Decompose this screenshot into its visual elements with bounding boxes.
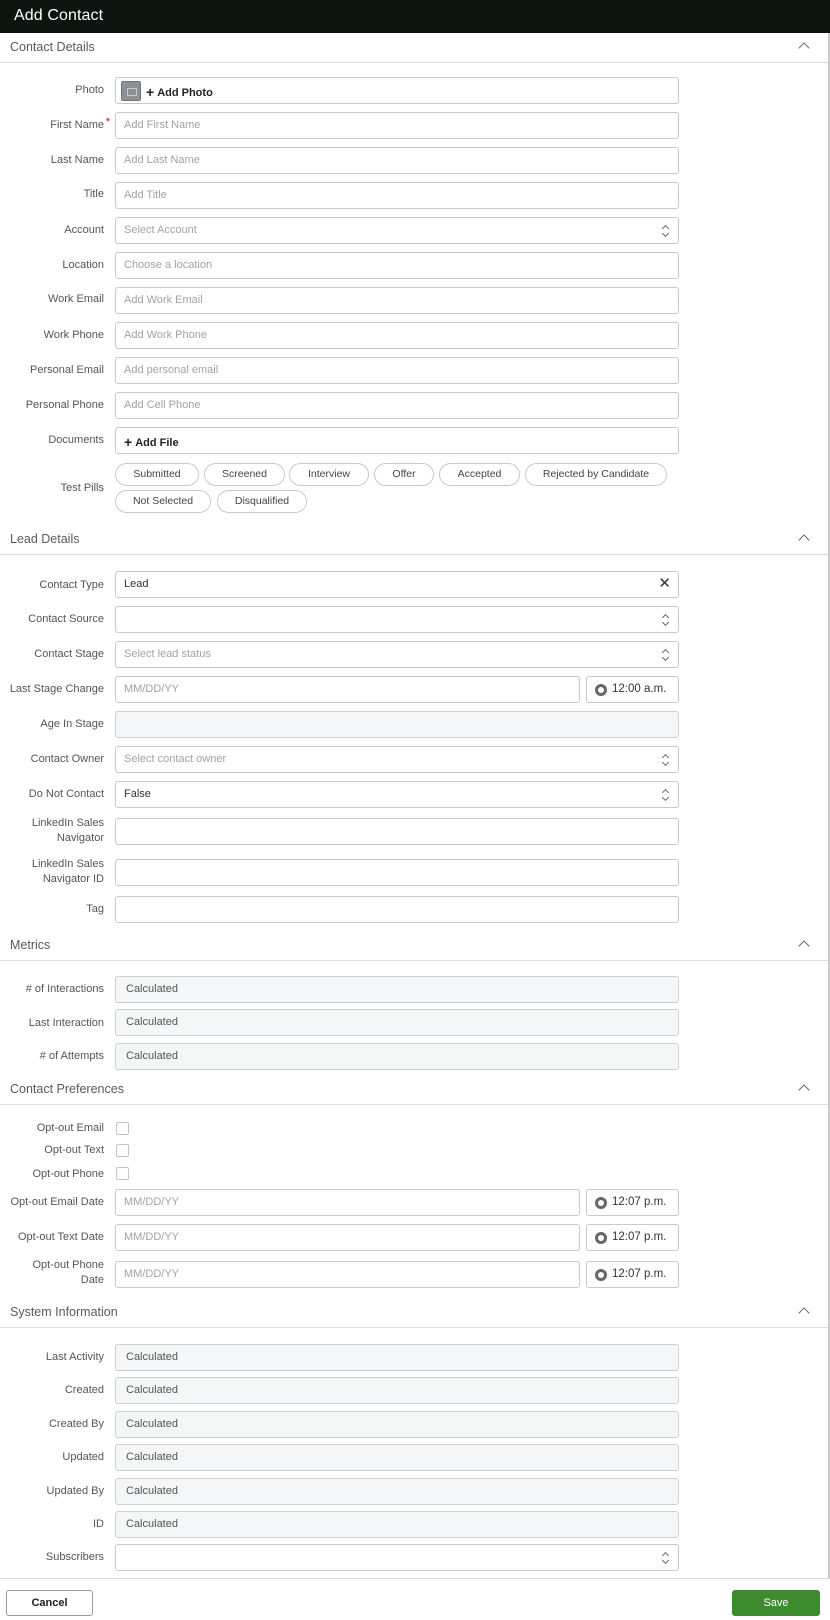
date-placeholder: MM/DD/YY xyxy=(124,1231,179,1243)
title-input[interactable] xyxy=(115,182,679,209)
interactions-label: # of Interactions xyxy=(25,983,104,995)
last-interaction-field xyxy=(115,1009,679,1036)
opt-out-email-time[interactable] xyxy=(586,1189,679,1216)
do-not-contact-label: Do Not Contact xyxy=(28,788,104,800)
calculated-value: Calculated xyxy=(126,1050,178,1062)
attempts-field xyxy=(115,1043,679,1070)
time-value: 12:07 p.m. xyxy=(612,1268,667,1280)
select-arrows-icon xyxy=(662,1551,670,1565)
last-activity-field xyxy=(115,1344,679,1371)
opt-out-text-checkbox[interactable] xyxy=(116,1144,129,1157)
section-contact-preferences[interactable] xyxy=(0,1075,828,1105)
chevron-up-icon[interactable] xyxy=(798,42,809,53)
section-title: System Information xyxy=(10,1305,118,1319)
label-line-2: Navigator xyxy=(56,832,104,844)
select-arrows-icon xyxy=(662,224,670,238)
test-pills-label: Test Pills xyxy=(60,482,104,494)
personal-phone-placeholder: Add Cell Phone xyxy=(124,399,201,411)
do-not-contact-select[interactable] xyxy=(115,781,679,808)
label-line-1: Opt-out Phone xyxy=(32,1259,104,1271)
last-activity-label: Last Activity xyxy=(45,1351,104,1363)
chevron-up-icon[interactable] xyxy=(798,1307,809,1318)
work-email-label: Work Email xyxy=(47,293,104,305)
contact-stage-placeholder: Select lead status xyxy=(124,648,211,660)
interactions-field xyxy=(115,976,679,1003)
contact-owner-select[interactable] xyxy=(115,746,679,773)
add-photo-label: Add Photo xyxy=(157,87,213,99)
contact-type-select[interactable] xyxy=(115,571,679,598)
personal-phone-input[interactable] xyxy=(115,392,679,419)
age-in-stage-field xyxy=(115,711,679,738)
work-email-input[interactable] xyxy=(115,287,679,314)
alarm-clock-icon xyxy=(595,1269,607,1281)
photo-field[interactable] xyxy=(115,77,679,104)
work-email-placeholder: Add Work Email xyxy=(124,294,203,306)
time-value: 12:07 p.m. xyxy=(612,1196,667,1208)
opt-out-phone-date-label xyxy=(4,1258,104,1288)
account-select[interactable] xyxy=(115,217,679,244)
personal-phone-label: Personal Phone xyxy=(25,399,104,411)
work-phone-input[interactable] xyxy=(115,322,679,349)
tag-label: Tag xyxy=(86,903,104,915)
account-label: Account xyxy=(64,224,104,236)
time-value: 12:00 a.m. xyxy=(612,683,667,695)
id-field xyxy=(115,1511,679,1538)
created-by-label: Created By xyxy=(48,1418,104,1430)
last-stage-change-date[interactable] xyxy=(115,676,580,703)
label-line-1: LinkedIn Sales xyxy=(31,817,104,829)
add-photo-button[interactable]: + Add Photo xyxy=(146,84,213,100)
cancel-button[interactable]: Cancel xyxy=(6,1590,93,1616)
calculated-value: Calculated xyxy=(126,1384,178,1396)
calculated-value: Calculated xyxy=(126,1451,178,1463)
personal-email-placeholder: Add personal email xyxy=(124,364,219,376)
contact-stage-select[interactable] xyxy=(115,641,679,668)
first-name-input[interactable] xyxy=(115,112,679,139)
tag-input[interactable] xyxy=(115,896,679,923)
last-stage-change-label: Last Stage Change xyxy=(9,683,104,695)
linkedin-sales-navigator-input[interactable] xyxy=(115,818,679,845)
clear-icon[interactable]: ✕ xyxy=(658,575,671,592)
date-placeholder: MM/DD/YY xyxy=(124,683,179,695)
created-label: Created xyxy=(64,1384,104,1396)
required-marker: * xyxy=(105,116,110,128)
image-placeholder-icon xyxy=(121,81,141,101)
last-stage-change-time[interactable] xyxy=(586,676,679,703)
section-title: Contact Preferences xyxy=(10,1082,124,1096)
contact-type-label: Contact Type xyxy=(39,579,104,591)
calculated-value: Calculated xyxy=(126,1485,178,1497)
select-arrows-icon xyxy=(662,788,670,802)
date-placeholder: MM/DD/YY xyxy=(124,1196,179,1208)
title-bar xyxy=(0,0,830,33)
section-system-information[interactable] xyxy=(0,1298,828,1328)
age-in-stage-label: Age In Stage xyxy=(40,718,104,730)
do-not-contact-value: False xyxy=(124,788,151,800)
updated-label: Updated xyxy=(62,1451,104,1463)
opt-out-email-label: Opt-out Email xyxy=(36,1122,104,1134)
date-placeholder: MM/DD/YY xyxy=(124,1268,179,1280)
work-phone-label: Work Phone xyxy=(43,329,104,341)
opt-out-email-date[interactable] xyxy=(115,1189,580,1216)
contact-owner-placeholder: Select contact owner xyxy=(124,753,227,765)
add-file-button[interactable]: + Add File xyxy=(124,434,179,450)
section-title: Contact Details xyxy=(10,40,95,54)
label-line-2: Date xyxy=(80,1274,104,1286)
first-name-placeholder: Add First Name xyxy=(124,119,201,131)
title-label: Title xyxy=(83,188,104,200)
opt-out-text-label: Opt-out Text xyxy=(44,1144,104,1156)
contact-source-select[interactable] xyxy=(115,606,679,633)
personal-email-label: Personal Email xyxy=(30,364,104,376)
pill-disqualified[interactable]: Disqualified xyxy=(217,490,307,513)
save-button[interactable]: Save xyxy=(732,1590,820,1616)
alarm-clock-icon xyxy=(595,1232,607,1244)
last-name-placeholder: Add Last Name xyxy=(124,154,200,166)
linkedin-sales-navigator-id-label xyxy=(4,857,104,887)
pill-rejected-by-candidate[interactable]: Rejected by Candidate xyxy=(525,463,667,486)
photo-label: Photo xyxy=(75,84,104,96)
location-label: Location xyxy=(62,259,104,271)
contact-stage-label: Contact Stage xyxy=(34,648,104,660)
contact-source-label: Contact Source xyxy=(28,613,104,625)
last-name-label: Last Name xyxy=(50,154,104,166)
last-name-input[interactable] xyxy=(115,147,679,174)
pill-submitted[interactable]: Submitted xyxy=(115,463,199,486)
label-line-1: LinkedIn Sales xyxy=(31,858,104,870)
section-lead-details[interactable] xyxy=(0,525,828,555)
select-arrows-icon xyxy=(662,648,670,662)
label-line-2: Navigator ID xyxy=(42,873,104,885)
contact-owner-label: Contact Owner xyxy=(30,753,104,765)
pill-accepted[interactable]: Accepted xyxy=(439,463,520,486)
window-title: Add Contact xyxy=(14,7,104,24)
subscribers-label: Subscribers xyxy=(45,1551,104,1563)
chevron-up-icon[interactable] xyxy=(798,534,809,545)
contact-type-value: Lead xyxy=(124,578,149,590)
opt-out-text-date[interactable] xyxy=(115,1224,580,1251)
section-title: Lead Details xyxy=(10,532,80,546)
opt-out-email-date-label: Opt-out Email Date xyxy=(10,1196,104,1208)
personal-email-input[interactable] xyxy=(115,357,679,384)
opt-out-phone-date[interactable] xyxy=(115,1261,580,1288)
pill-screened[interactable]: Screened xyxy=(204,463,285,486)
first-name-label-text: First Name xyxy=(50,119,104,131)
pill-not-selected[interactable]: Not Selected xyxy=(115,490,211,513)
updated-field xyxy=(115,1444,679,1471)
alarm-clock-icon xyxy=(595,1197,607,1209)
calculated-value: Calculated xyxy=(126,1016,178,1028)
last-interaction-label: Last Interaction xyxy=(28,1017,104,1029)
section-title: Metrics xyxy=(10,938,51,952)
opt-out-phone-label: Opt-out Phone xyxy=(32,1168,104,1180)
documents-field[interactable] xyxy=(115,427,679,454)
opt-out-email-checkbox[interactable] xyxy=(116,1122,129,1135)
calculated-value: Calculated xyxy=(126,983,178,995)
calculated-value: Calculated xyxy=(126,1418,178,1430)
select-arrows-icon xyxy=(662,613,670,627)
chevron-up-icon[interactable] xyxy=(798,1084,809,1095)
time-value: 12:07 p.m. xyxy=(612,1231,667,1243)
created-field xyxy=(115,1377,679,1404)
linkedin-sales-navigator-id-input[interactable] xyxy=(115,859,679,886)
section-contact-details[interactable] xyxy=(0,33,828,63)
calculated-value: Calculated xyxy=(126,1351,178,1363)
attempts-label: # of Attempts xyxy=(39,1050,104,1062)
work-phone-placeholder: Add Work Phone xyxy=(124,329,207,341)
add-file-label: Add File xyxy=(135,437,179,449)
first-name-label xyxy=(50,116,110,133)
pill-interview[interactable]: Interview xyxy=(289,463,369,486)
documents-label: Documents xyxy=(48,434,104,446)
chevron-up-icon[interactable] xyxy=(798,940,809,951)
account-placeholder: Select Account xyxy=(124,224,197,236)
location-input[interactable] xyxy=(115,252,679,279)
updated-by-label: Updated By xyxy=(46,1485,104,1497)
created-by-field xyxy=(115,1411,679,1438)
id-label: ID xyxy=(93,1518,104,1530)
opt-out-phone-time[interactable] xyxy=(586,1261,679,1288)
opt-out-phone-checkbox[interactable] xyxy=(116,1167,129,1180)
calculated-value: Calculated xyxy=(126,1518,178,1530)
opt-out-text-date-label: Opt-out Text Date xyxy=(17,1231,104,1243)
location-placeholder: Choose a location xyxy=(124,259,213,271)
footer-bar xyxy=(0,1578,830,1620)
subscribers-select[interactable] xyxy=(115,1544,679,1571)
updated-by-field xyxy=(115,1478,679,1505)
section-metrics[interactable] xyxy=(0,931,828,961)
opt-out-text-time[interactable] xyxy=(586,1224,679,1251)
alarm-clock-icon xyxy=(595,684,607,696)
title-placeholder: Add Title xyxy=(124,189,167,201)
linkedin-sales-navigator-label xyxy=(4,816,104,846)
pill-offer[interactable]: Offer xyxy=(374,463,434,486)
select-arrows-icon xyxy=(662,753,670,767)
